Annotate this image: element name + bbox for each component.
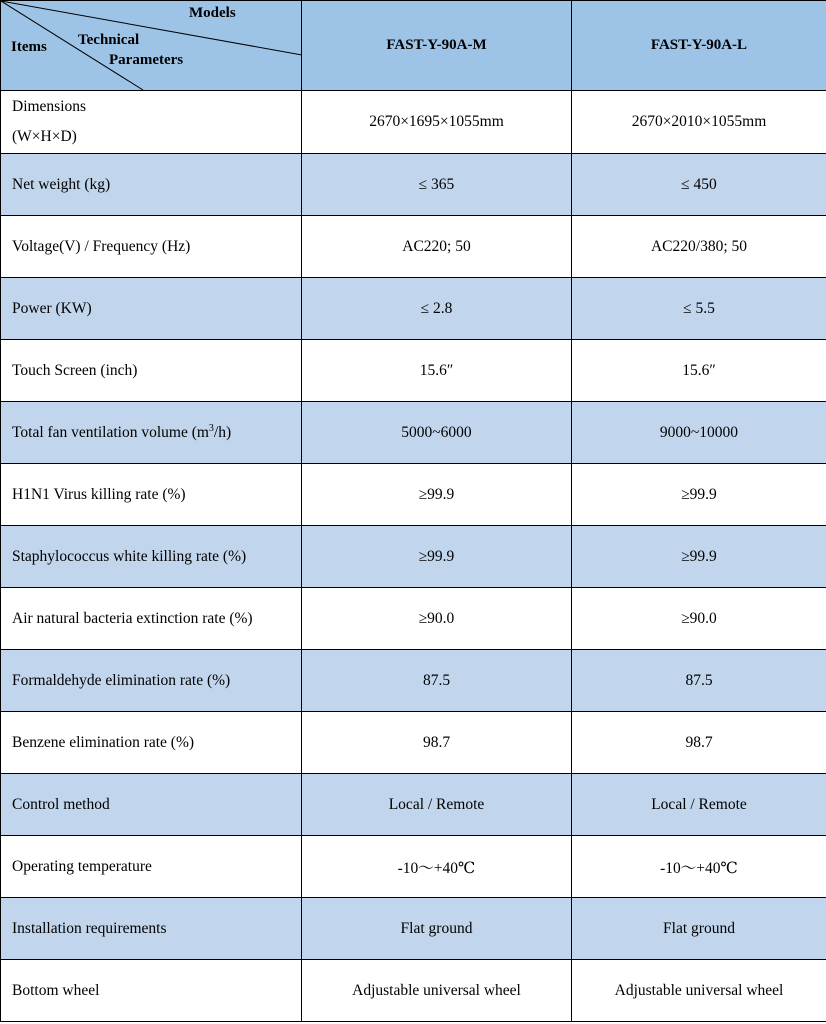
table-row [1,960,826,1022]
items-label: Items [11,39,47,55]
ventilation-label-pre: Total fan ventilation volume (m [12,424,209,442]
row-label: Control method [1,774,302,836]
model-m-header: FAST-Y-90A-M [302,1,572,91]
technical-label: Technical [78,32,140,48]
table-row [1,464,826,526]
row-label [1,91,302,154]
table-row [1,774,826,836]
row-label: Operating temperature [1,836,302,898]
row-label: Air natural bacteria extinction rate (%) [1,588,302,650]
table-row [1,91,826,154]
value-m: 98.7 [302,712,572,774]
models-label: Models [189,5,236,21]
table-row [1,402,826,464]
row-label: Staphylococcus white killing rate (%) [1,526,302,588]
row-label: Formaldehyde elimination rate (%) [1,650,302,712]
value-m: ≤ 365 [302,154,572,216]
value-l: Adjustable universal wheel [572,960,826,1022]
value-l: 87.5 [572,650,826,712]
ventilation-label-post: /h) [213,424,232,442]
row-label: Net weight (kg) [1,154,302,216]
value-l: ≤ 450 [572,154,826,216]
value-m: -10～+40℃ [302,836,572,898]
value-l: AC220/380; 50 [572,216,826,278]
row-label [1,402,302,464]
row-label: H1N1 Virus killing rate (%) [1,464,302,526]
value-l: ≤ 5.5 [572,278,826,340]
table-row [1,216,826,278]
value-m: ≥90.0 [302,588,572,650]
value-m: 2670×1695×1055mm [302,91,572,154]
table-row [1,526,826,588]
value-m: 15.6″ [302,340,572,402]
row-label: Installation requirements [1,898,302,960]
value-l: Flat ground [572,898,826,960]
row-label: Voltage(V) / Frequency (Hz) [1,216,302,278]
value-l: ≥99.9 [572,526,826,588]
value-l: 9000~10000 [572,402,826,464]
value-l: ≥90.0 [572,588,826,650]
table-row [1,278,826,340]
table-row [1,650,826,712]
table-row [1,340,826,402]
model-l-header: FAST-Y-90A-L [572,1,826,91]
table-row [1,154,826,216]
row-label: Benzene elimination rate (%) [1,712,302,774]
value-m: AC220; 50 [302,216,572,278]
row-label: Touch Screen (inch) [1,340,302,402]
value-m: 87.5 [302,650,572,712]
value-m: ≥99.9 [302,464,572,526]
row-label: Bottom wheel [1,960,302,1022]
row-label: Power (KW) [1,278,302,340]
value-l: 15.6″ [572,340,826,402]
parameters-label: Parameters [109,52,184,68]
value-l: 98.7 [572,712,826,774]
table-row [1,836,826,898]
table-row [1,712,826,774]
value-m: ≤ 2.8 [302,278,572,340]
dimensions-label: Dimensions [12,98,87,115]
value-m: Adjustable universal wheel [302,960,572,1022]
value-l: ≥99.9 [572,464,826,526]
value-l: -10～+40℃ [572,836,826,898]
diagonal-header-cell [1,1,302,91]
value-m: 5000~6000 [302,402,572,464]
table-row [1,588,826,650]
dimensions-sublabel: (W×H×D) [12,128,77,145]
ventilation-label-sup: 3 [208,422,214,434]
table-row [1,898,826,960]
value-l: 2670×2010×1055mm [572,91,826,154]
header-row [1,1,826,91]
value-m: Local / Remote [302,774,572,836]
value-m: Flat ground [302,898,572,960]
value-l: Local / Remote [572,774,826,836]
value-m: ≥99.9 [302,526,572,588]
